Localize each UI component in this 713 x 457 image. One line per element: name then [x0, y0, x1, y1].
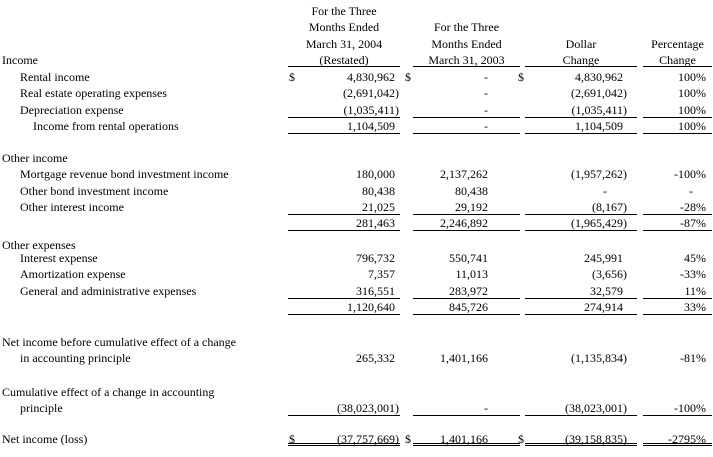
double-rule: [413, 443, 520, 446]
cell-2004: 4,830,962: [347, 70, 395, 84]
rule: [525, 133, 637, 134]
cell-2003: 2,137,262: [440, 167, 488, 181]
cell-2004: 796,732: [356, 251, 395, 265]
cell-percentage-change: -2795%: [668, 432, 706, 446]
row-label: Amortization expense: [20, 267, 126, 281]
rule: [643, 230, 712, 231]
cell-percentage-change: 100%: [678, 119, 706, 133]
header-row: [0, 52, 713, 67]
row-label: Mortgage revenue bond investment income: [20, 167, 229, 181]
cell-percentage-change: 33%: [684, 300, 706, 314]
rule: [643, 415, 712, 416]
cell-2003: 550,741: [449, 251, 488, 265]
dollar-sign: $: [518, 432, 524, 446]
col-percentage-change-header-line: Percentage: [651, 37, 704, 51]
table-row: [0, 102, 713, 118]
cell-dollar-change: (1,957,262): [571, 167, 627, 181]
cell-dollar-change: (3,656): [592, 267, 627, 281]
cell-2004: 1,104,509: [347, 119, 395, 133]
col-2004-header-line: March 31, 2004: [305, 37, 383, 51]
rule: [525, 415, 637, 416]
cell-dollar-change: (1,135,834): [571, 351, 627, 365]
rule: [288, 314, 400, 315]
rule: [413, 314, 520, 315]
table-row: [0, 299, 713, 315]
cell-2003: 283,972: [449, 284, 488, 298]
row-label: in accounting principle: [20, 351, 131, 365]
table-row: [0, 266, 713, 282]
cell-dollar-change: 1,104,509: [575, 119, 623, 133]
row-label: Cumulative effect of a change in accounting: [2, 385, 215, 399]
cell-percentage-change: 100%: [678, 86, 706, 100]
rule: [643, 133, 712, 134]
col-2004-header-line: For the Three: [311, 4, 377, 18]
cell-2003: 1,401,166: [440, 351, 488, 365]
dollar-sign: $: [405, 432, 411, 446]
cell-percentage-change: 100%: [678, 70, 706, 84]
table-row: [0, 215, 713, 231]
cell-dollar-change: (1,965,429): [571, 216, 627, 230]
double-rule: [288, 443, 400, 446]
rule: [643, 314, 712, 315]
table-row: [0, 118, 713, 134]
rule: [413, 415, 520, 416]
table-row: [0, 85, 713, 101]
cell-2004: 180,000: [356, 167, 395, 181]
cell-percentage-change: -100%: [674, 167, 706, 181]
rule: [413, 230, 520, 231]
rule: [288, 66, 400, 67]
col-2003-header-line: For the Three: [433, 20, 500, 34]
cell-dollar-change: -: [603, 184, 607, 198]
cell-2004: (2,691,042): [343, 86, 399, 100]
cell-percentage-change: -100%: [674, 401, 706, 415]
cell-percentage-change: -28%: [680, 200, 706, 214]
rule: [288, 133, 400, 134]
cell-dollar-change: (2,691,042): [571, 86, 627, 100]
cell-2003: -: [484, 401, 488, 415]
section-label-income: Income: [2, 53, 38, 67]
col-2003-header-line: March 31, 2003: [428, 53, 505, 67]
cell-2004: 265,332: [356, 351, 395, 365]
dollar-sign: $: [289, 70, 295, 84]
cell-percentage-change: -87%: [680, 216, 706, 230]
rule: [413, 133, 520, 134]
dollar-sign: $: [289, 432, 295, 446]
table-row: [0, 166, 713, 182]
row-label: Other bond investment income: [20, 184, 169, 198]
header-row: [0, 36, 713, 52]
rule: [525, 66, 637, 67]
cell-percentage-change: -33%: [680, 267, 706, 281]
table-row: [0, 384, 713, 400]
row-label: Real estate operating expenses: [20, 86, 167, 100]
rule: [288, 415, 400, 416]
cell-2004: (38,023,001): [337, 401, 399, 415]
section-label-other-expenses: Other expenses: [2, 238, 76, 252]
dollar-sign: $: [518, 70, 524, 84]
cell-2003: 845,726: [449, 300, 488, 314]
rule: [525, 314, 637, 315]
col-percentage-change-header-line: Change: [659, 53, 696, 67]
cell-2004: 281,463: [356, 216, 395, 230]
cell-dollar-change: (39,158,835): [565, 432, 627, 446]
section-label-other-income: Other income: [2, 151, 68, 165]
row-label: Net income before cumulative effect of a change: [2, 335, 236, 349]
cell-2003: 2,246,892: [440, 216, 488, 230]
row-label: Interest expense: [20, 251, 98, 265]
cell-percentage-change: -: [689, 184, 693, 198]
cell-dollar-change: 32,579: [590, 284, 623, 298]
rule: [413, 66, 520, 67]
cell-2004: 21,025: [362, 200, 395, 214]
table-row: [0, 150, 713, 166]
cell-2004: (1,035,411): [343, 103, 399, 117]
cell-2003: -: [484, 103, 488, 117]
double-rule: [643, 443, 712, 446]
cell-2003: 1,401,166: [440, 432, 488, 446]
cell-percentage-change: 11%: [684, 284, 706, 298]
table-row: [0, 334, 713, 350]
table-row: [0, 400, 713, 416]
table-row: [0, 350, 713, 366]
col-2004-header-line: (Restated): [319, 53, 369, 67]
col-dollar-change-header-line: Dollar: [565, 37, 597, 51]
col-2004-header-line: Months Ended: [308, 20, 380, 34]
cell-dollar-change: (1,035,411): [571, 103, 627, 117]
cell-2003: -: [484, 70, 488, 84]
cell-percentage-change: 45%: [684, 251, 706, 265]
row-label: General and administrative expenses: [20, 284, 197, 298]
double-rule: [525, 443, 637, 446]
cell-2003: 29,192: [455, 200, 488, 214]
table-row: [0, 183, 713, 199]
cell-2004: 316,551: [356, 284, 395, 298]
row-label: Income from rental operations: [33, 119, 179, 133]
cell-2004: 7,357: [368, 267, 395, 281]
cell-dollar-change: 245,991: [584, 251, 623, 265]
table-row: [0, 283, 713, 299]
row-label: Depreciation expense: [20, 103, 124, 117]
rule: [525, 230, 637, 231]
cell-2004: 80,438: [362, 184, 395, 198]
table-row: [0, 199, 713, 215]
row-label: principle: [20, 401, 63, 415]
row-label: Other interest income: [20, 200, 124, 214]
cell-2003: -: [484, 86, 488, 100]
table-row: [0, 69, 713, 85]
cell-2003: 80,438: [455, 184, 488, 198]
cell-dollar-change: 4,830,962: [575, 70, 623, 84]
table-row: [0, 250, 713, 266]
cell-2004: (37,757,669): [337, 432, 399, 446]
cell-2003: 11,013: [455, 267, 488, 281]
cell-dollar-change: (38,023,001): [565, 401, 627, 415]
row-label: Rental income: [20, 70, 90, 84]
cell-dollar-change: 274,914: [584, 300, 623, 314]
dollar-sign: $: [405, 70, 411, 84]
row-label: Net income (loss): [2, 432, 88, 446]
table-row: [0, 431, 713, 446]
header-row: [0, 19, 713, 35]
header-row: [0, 3, 713, 19]
cell-percentage-change: -81%: [680, 351, 706, 365]
rule: [643, 66, 712, 67]
cell-dollar-change: (8,167): [592, 200, 627, 214]
col-2003-header-line: Months Ended: [431, 37, 502, 51]
rule: [288, 230, 400, 231]
cell-2004: 1,120,640: [347, 300, 395, 314]
col-dollar-change-header-line: Change: [562, 53, 600, 67]
cell-percentage-change: 100%: [678, 103, 706, 117]
cell-2003: -: [484, 119, 488, 133]
